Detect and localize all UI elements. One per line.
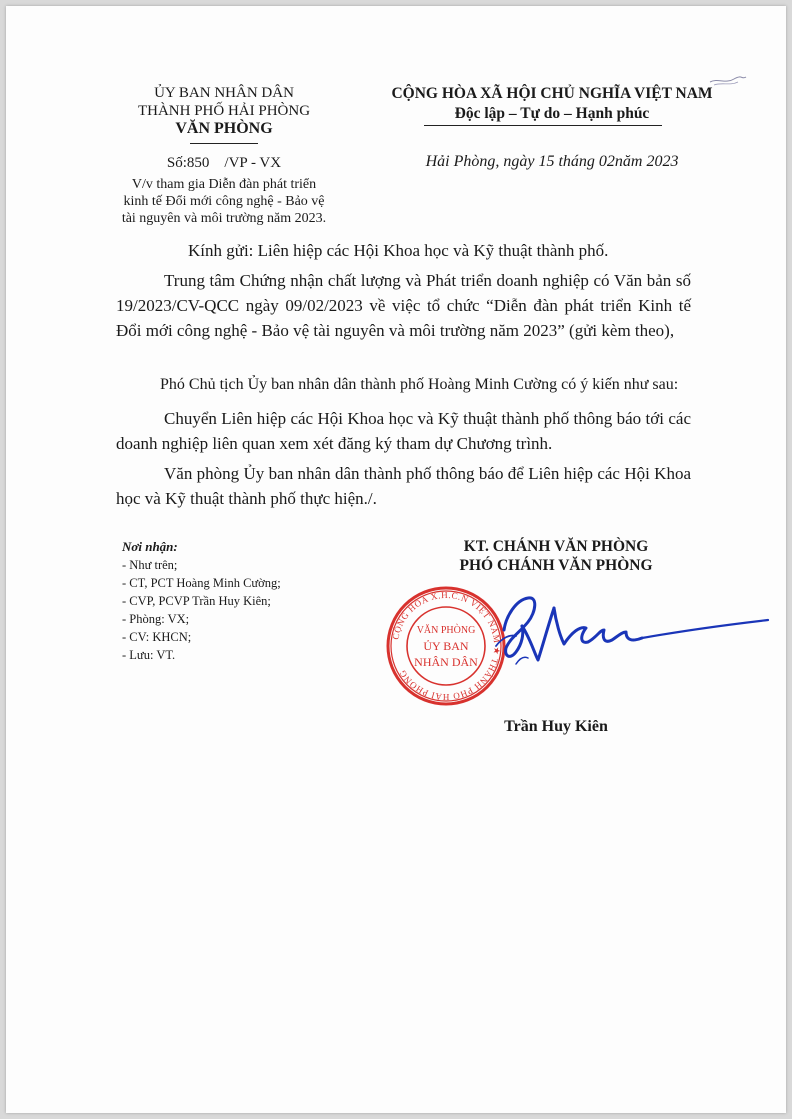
- salutation: Kính gửi: Liên hiệp các Hội Khoa học và Kỹ thuật thành phố.: [188, 241, 609, 260]
- recipient-item: - Như trên;: [122, 558, 178, 572]
- office-underline: [190, 143, 258, 144]
- issuing-agency-block: [94, 84, 354, 138]
- body-paragraph-4: [116, 461, 691, 511]
- document-page: [6, 6, 786, 1113]
- recipient-item: - Phòng: VX;: [122, 612, 190, 626]
- subject-summary: [94, 176, 354, 227]
- subject-line-2: kinh tế Đổi mới công nghệ - Bảo vệ: [123, 194, 325, 209]
- recipients-block: [122, 538, 362, 664]
- place-and-date: Hải Phòng, ngày 15 tháng 02năm 2023: [425, 153, 679, 170]
- stamp-center-line-1: VĂN PHÒNG: [416, 625, 476, 636]
- national-motto: Độc lập – Tự do – Hạnh phúc: [454, 105, 650, 122]
- recipient-item: - CV: KHCN;: [122, 630, 192, 644]
- body-paragraph-3: [116, 406, 691, 456]
- signer-name: Trần Huy Kiên: [504, 718, 608, 735]
- subject-line-1: V/v tham gia Diễn đàn phát triển: [131, 177, 317, 192]
- stamp-center-line-3: NHÂN DÂN: [414, 655, 478, 669]
- national-title: CỘNG HÒA XÃ HỘI CHỦ NGHĨA VIỆT NAM: [391, 85, 713, 102]
- stamp-ring-text: CỘNG HÒA X.H.C.N VIỆT NAM ★ THÀNH PHỐ HẢI PHÒNG: [390, 589, 503, 703]
- recipient-item: - CT, PCT Hoàng Minh Cường;: [122, 576, 281, 590]
- motto-underline: [424, 125, 662, 126]
- document-number: Số:850 /VP - VX: [166, 155, 282, 171]
- signature-title-2: PHÓ CHÁNH VĂN PHÒNG: [459, 557, 653, 574]
- pen-mark-decoration: [708, 72, 748, 88]
- handwritten-signature: [476, 586, 776, 686]
- body-paragraph-1: [116, 268, 691, 343]
- body-paragraph-2: [116, 372, 691, 397]
- office-name: VĂN PHÒNG: [175, 120, 273, 137]
- stamp-center-line-2: ỦY BAN: [423, 639, 469, 653]
- recipient-item: - Lưu: VT.: [122, 648, 176, 662]
- recipients-heading: Nơi nhận:: [122, 539, 178, 554]
- paragraph-4-text: Văn phòng Ủy ban nhân dân thành phố thông báo để Liên hiệp các Hội Khoa học và Kỹ thuật thành phố thực hiện./.: [116, 464, 691, 508]
- agency-line-1: ỦY BAN NHÂN DÂN: [154, 85, 294, 101]
- paragraph-3-text: Chuyển Liên hiệp các Hội Khoa học và Kỹ thuật thành phố thông báo tới các doanh nghiệp liên quan xem xét đăng ký tham dự Chương trình.: [116, 409, 691, 453]
- signature-title-1: KT. CHÁNH VĂN PHÒNG: [463, 538, 649, 555]
- agency-line-2: THÀNH PHỐ HẢI PHÒNG: [137, 103, 311, 119]
- paragraph-1-text: Trung tâm Chứng nhận chất lượng và Phát triển doanh nghiệp có Văn bản số 19/2023/CV-QCC ngày 09/02/2023 về việc tổ chức “Diễn đàn phát triển Kinh tế Đổi mới công nghệ - Bảo vệ tài nguyên và môi trường năm 2023” (gửi kèm theo),: [116, 271, 691, 340]
- subject-line-3: tài nguyên và môi trường năm 2023.: [121, 211, 327, 226]
- recipient-item: - CVP, PCVP Trần Huy Kiên;: [122, 594, 271, 608]
- paragraph-2-text: Phó Chủ tịch Ủy ban nhân dân thành phố Hoàng Minh Cường có ý kiến như sau:: [160, 376, 679, 393]
